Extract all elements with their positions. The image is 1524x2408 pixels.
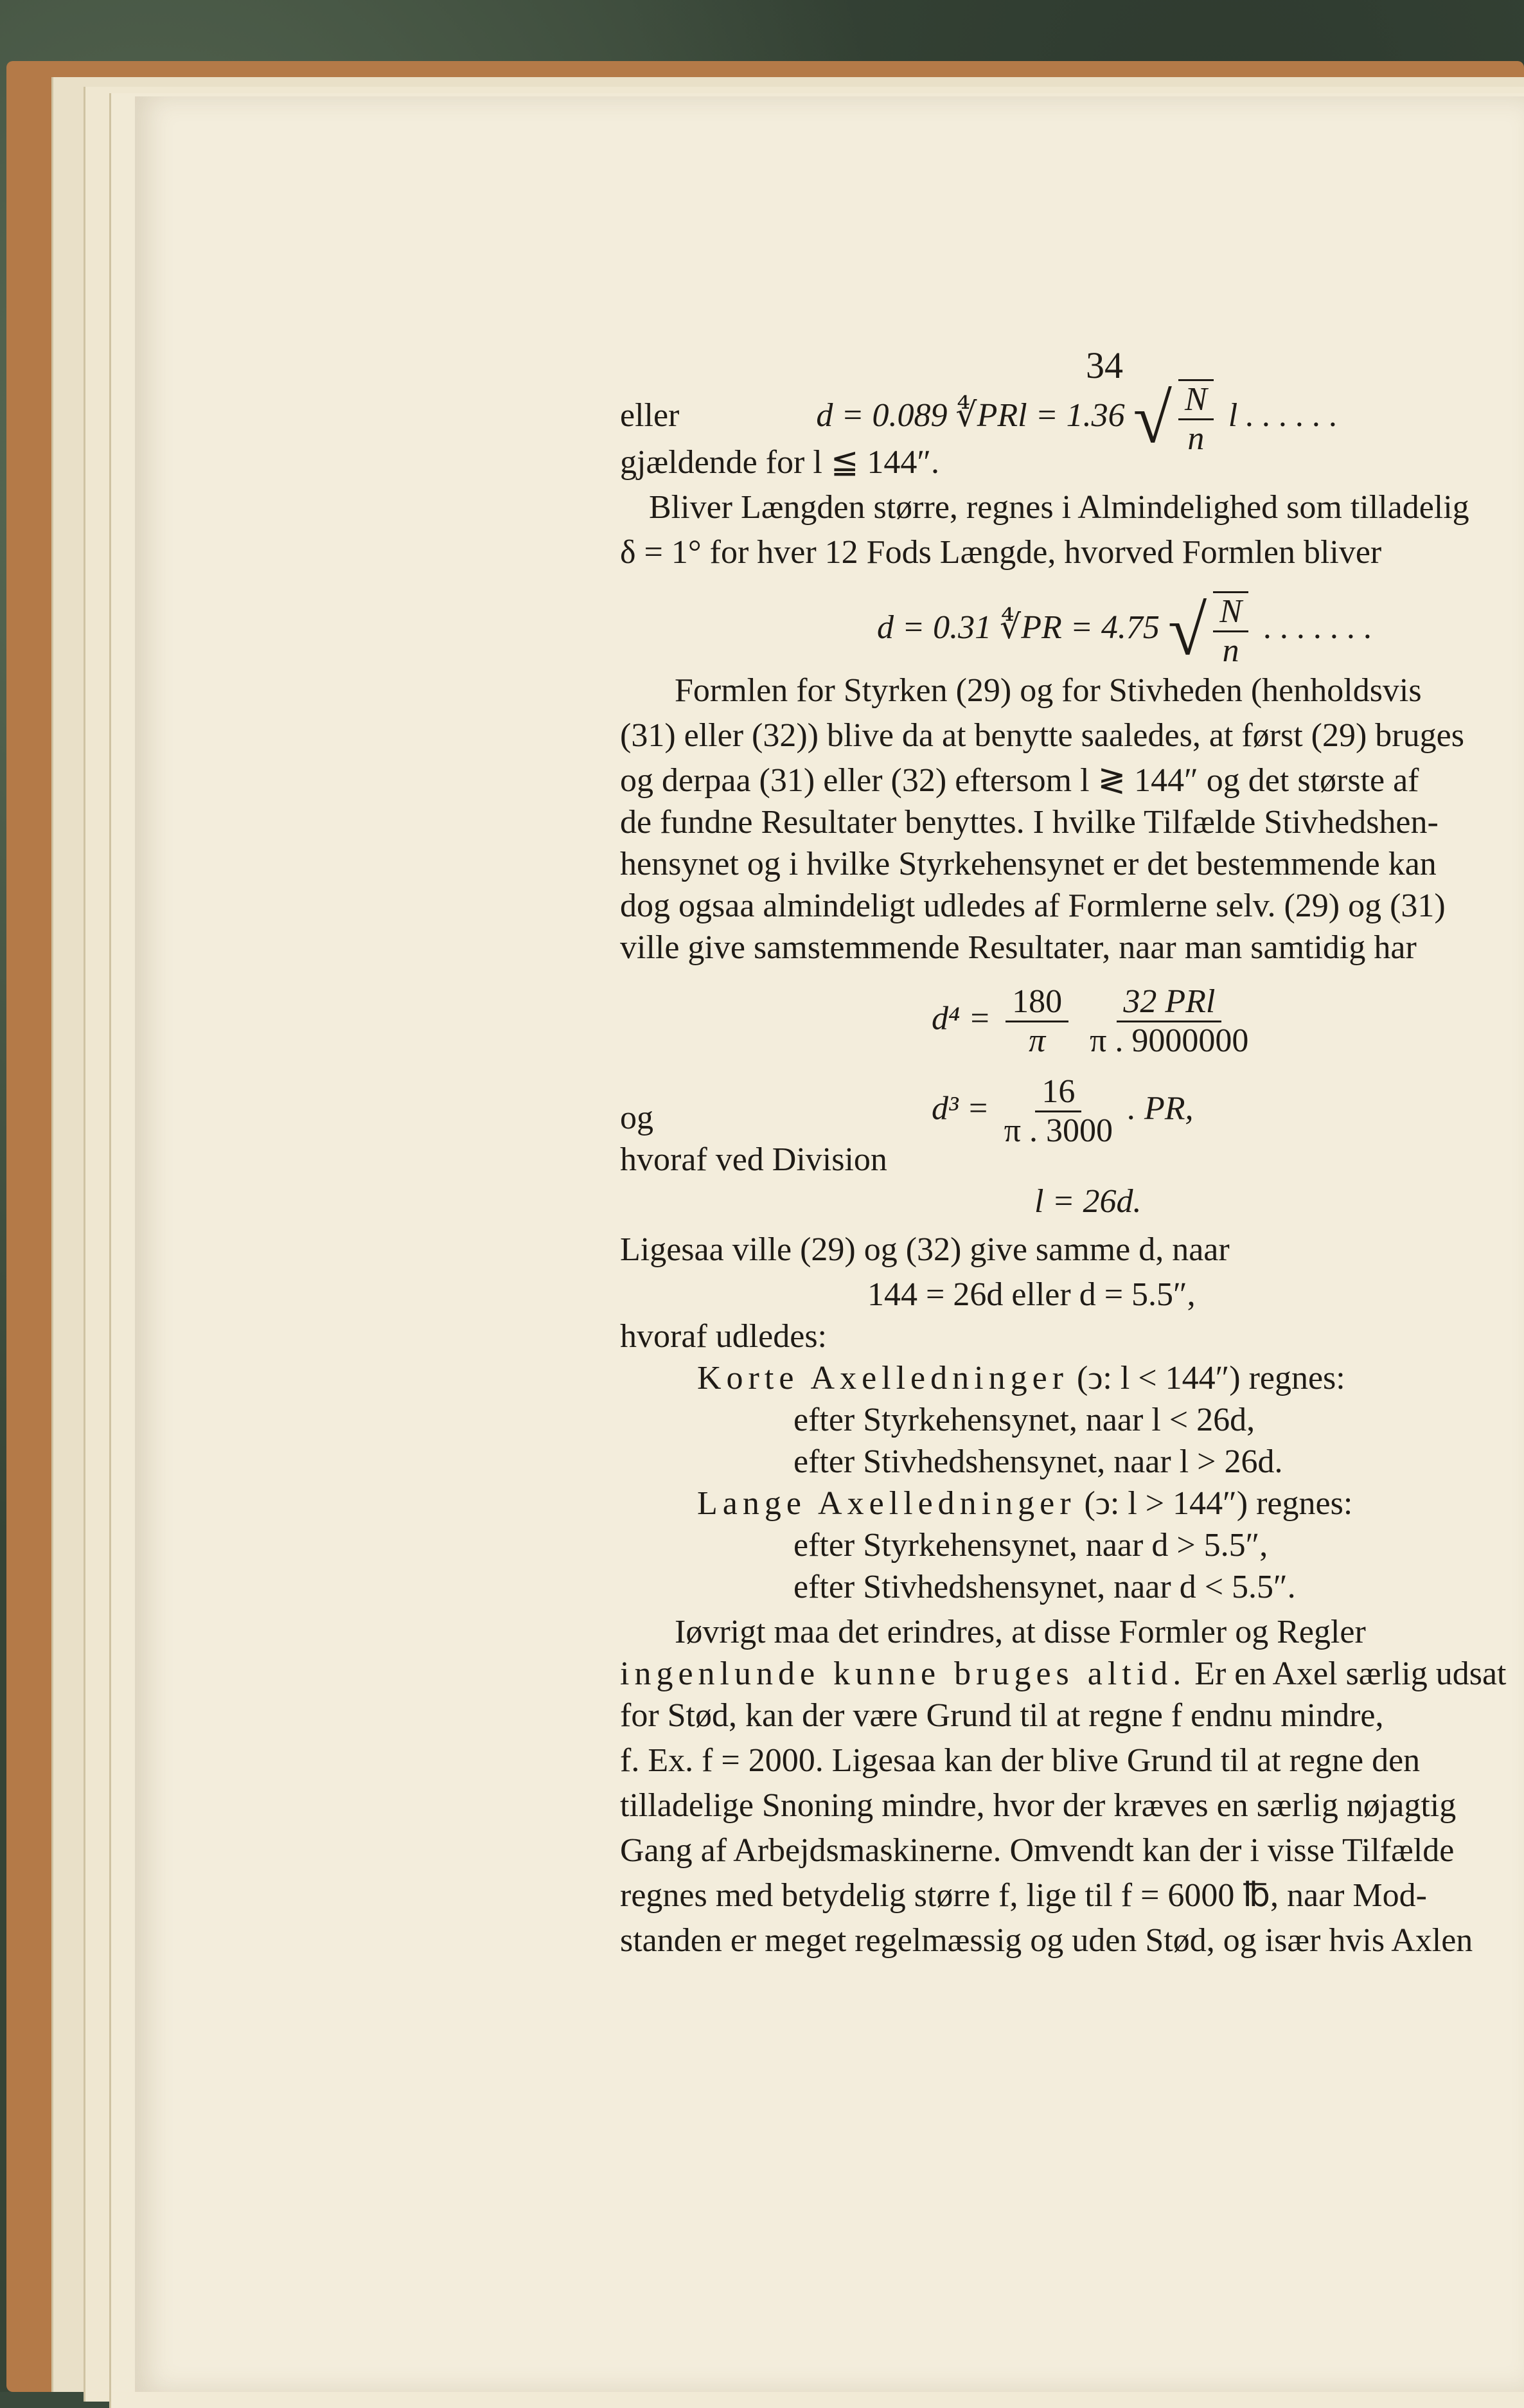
formula-d3 [932,1073,1446,1150]
korte-condition: (ↄ: l < 144″) regnes: [1076,1360,1345,1396]
text-line: f. Ex. f = 2000. Ligesaa kan der blive Grund til at regne den [620,1742,1421,1779]
text-line [620,1655,1524,1693]
fraction-denominator: π [1029,1022,1046,1059]
lange-axelledninger-label: Lange Axelledninger [697,1485,1076,1522]
text-line-content: Er en Axel særlig udsat [1194,1655,1507,1692]
text-line: og derpaa (31) eller (32) eftersom l ≷ 144″ og det største af [620,762,1419,799]
text-line: efter Styrkehensynet, naar l < 26d, [793,1402,1255,1438]
formula-144: 144 = 26d eller d = 5.5″, [867,1276,1196,1313]
fraction-numerator: N [1213,591,1248,632]
text-line: Iøvrigt maa det erindres, at disse Formler og Regler [675,1614,1366,1650]
og-label: og [620,1100,653,1136]
korte-axelledninger-label: Korte Axelledninger [697,1360,1068,1396]
formula-lhs: d⁴ = [932,1000,991,1037]
text-line: regnes med betydelig større f, lige til f = 6000 ℔, naar Mod- [620,1877,1427,1914]
text-line: (31) eller (32)) blive da at benytte saaledes, at først (29) bruges [620,717,1464,754]
text-line: standen er meget regelmæssig og uden Stød, og især hvis Axlen [620,1922,1473,1959]
fraction [1213,591,1248,670]
root-sign-icon: √ [1167,591,1207,670]
formula-32 [620,591,1524,670]
lange-heading [697,1485,1524,1523]
fraction [1004,1073,1113,1150]
text-line: ville give samstemmende Resultater, naar man samtidig har [620,929,1417,966]
text-line: hvoraf udledes: [620,1318,828,1355]
formula-rhs: . PR, [1127,1090,1194,1127]
fraction-denominator: n [1222,632,1239,669]
book-page [135,96,1524,2392]
fraction-denominator: n [1187,420,1205,457]
formula-tail: l . . . . . . [1228,397,1338,434]
text-line: Ligesaa ville (29) og (32) give samme d, naar [620,1231,1230,1268]
fraction [1006,983,1068,1060]
korte-heading [697,1359,1524,1398]
page-number: 34 [1086,344,1123,386]
fraction-numerator: 16 [1035,1073,1081,1112]
text-line: hensynet og i hvilke Styrkehensynet er det bestemmende kan [620,846,1437,882]
text-line: Formlen for Styrken (29) og for Stivheden (henholdsvis [675,672,1422,709]
text-line: efter Stivhedshensynet, naar l > 26d. [793,1443,1283,1480]
text-line: hvoraf ved Division [620,1141,887,1178]
fraction-denominator: π . 3000 [1004,1112,1113,1149]
formula-d4 [932,983,1446,1060]
formula-lhs: d³ = [932,1090,989,1127]
root-sign-icon: √ [1133,379,1173,458]
fraction-denominator: π . 9000000 [1090,1022,1249,1059]
text-line [649,488,1524,527]
formula-dots: . . . . . . . [1263,609,1372,646]
fraction-numerator: 32 PRl [1117,983,1221,1022]
text-line: δ = 1° for hver 12 Fods Længde, hvorved Formlen bliver [620,534,1382,571]
text-line: gjældende for l ≦ 144″. [620,444,940,481]
text-line: tilladelige Snoning mindre, hvor der kræves en særlig nøjagtig [620,1787,1457,1824]
formula-expression: d = 0.089 ∜PRl = 1.36 [816,397,1125,434]
text-line: for Stød, kan der være Grund til at regne f endnu mindre, [620,1697,1384,1734]
fraction-numerator: 180 [1006,983,1068,1022]
text-line-content: Bliver Længden større, regnes i Almindelighed som tilladelig [649,489,1469,526]
fraction [1090,983,1248,1060]
text-line: efter Styrkehensynet, naar d > 5.5″, [793,1527,1268,1564]
emphasis-text: ingenlunde kunne bruges altid. [620,1655,1187,1692]
text-line: dog ogsaa almindeligt udledes af Formlerne selv. (29) og (31) [620,887,1446,924]
lange-condition: (ↄ: l > 144″) regnes: [1084,1485,1353,1522]
text-line: efter Stivhedshensynet, naar d < 5.5″. [793,1569,1296,1605]
text-line: de fundne Resultater benyttes. I hvilke Tilfælde Stivhedshen- [620,804,1439,841]
fraction-numerator: N [1178,379,1214,420]
formula-expression: d = 0.31 ∜PR = 4.75 [877,609,1160,646]
formula-l-26d: l = 26d. [1034,1183,1142,1220]
formula-label: eller [620,397,680,434]
text-line: Gang af Arbejdsmaskinerne. Omvendt kan der i visse Tilfælde [620,1832,1455,1869]
